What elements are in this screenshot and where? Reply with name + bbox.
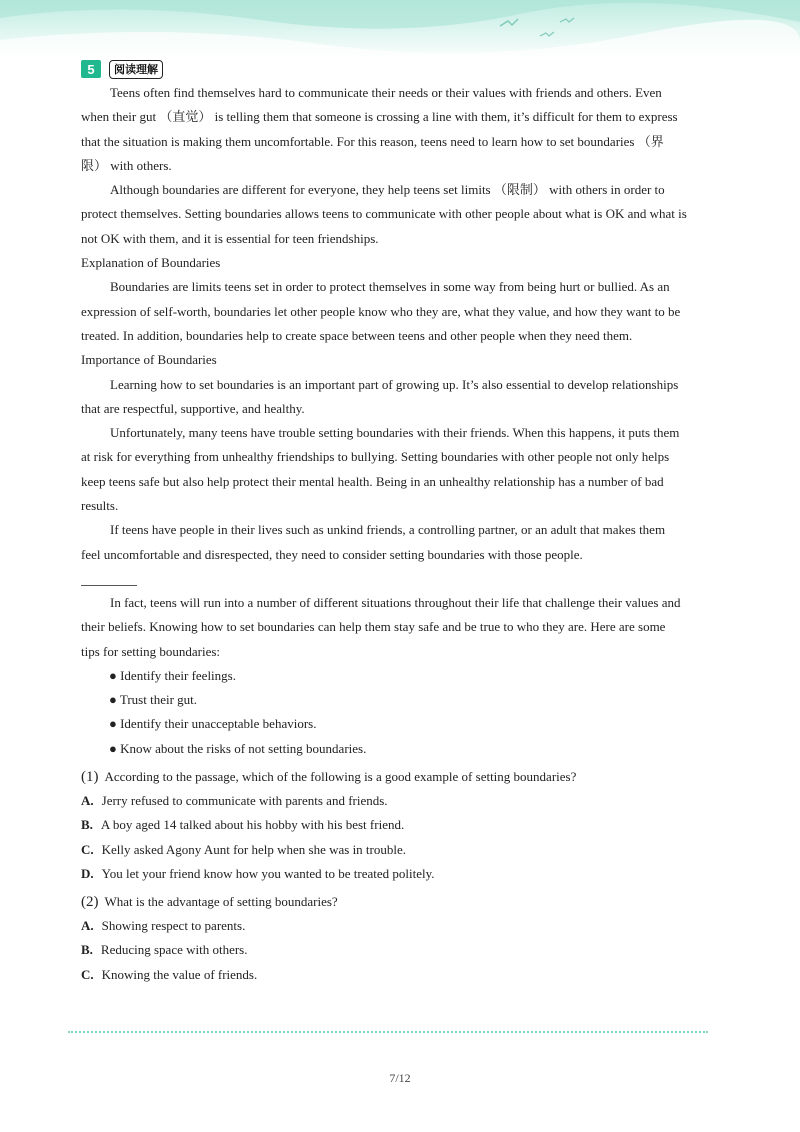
paragraph-5: Unfortunately, many teens have trouble setting boundaries with their friends. When this happens, it puts them at risk for everything from unhealthy friendships to bullying. Setting boundaries with other people not only helps keep teens safe but also help protect their mental health. Being in an unhealthy relationship has a number of bad results. bbox=[81, 425, 680, 514]
section-header bbox=[81, 57, 687, 81]
paragraph-3: Boundaries are limits teens set in order to protect themselves in some way from being hurt or bullied. As an expression of self-worth, boundaries let other people know who they are, what they value, and how they want to be treated. In addition, boundaries help to create space between teens and other people when they need them. bbox=[81, 279, 681, 343]
option-text: Jerry refused to communicate with parents and friends. bbox=[101, 793, 388, 809]
header-banner bbox=[0, 0, 800, 62]
subheading-explanation: Explanation of Boundaries bbox=[81, 255, 221, 271]
paragraph-6: If teens have people in their lives such as unkind friends, a controlling partner, or an adult that makes them feel uncomfortable and disrespected, they need to consider setting boundaries with those people. bbox=[81, 522, 666, 562]
blank-line bbox=[81, 585, 137, 586]
answer-option[interactable] bbox=[81, 914, 687, 938]
question-2 bbox=[81, 890, 687, 987]
paragraph-7: In fact, teens will run into a number of different situations throughout their life that challenge their values and their beliefs. Knowing how to set boundaries can help them stay safe and be true to who they are. Here are some tips for setting boundaries: bbox=[81, 594, 681, 659]
option-text: A boy aged 14 talked about his hobby with his best friend. bbox=[100, 817, 405, 833]
footer-divider bbox=[68, 1031, 708, 1033]
tips-list bbox=[81, 664, 687, 761]
list-item: ● Trust their gut. bbox=[109, 692, 198, 708]
question-number: (1) bbox=[81, 769, 99, 786]
paragraph-2: Although boundaries are different for everyone, they help teens set limits （限制） with others in order to protect themselves. Setting boundaries allows teens to communicate with other people about what is OK and what is not OK with them, and it is essential for teen friendships. bbox=[81, 182, 687, 246]
page-number: 7/12 bbox=[389, 1071, 411, 1085]
option-letter: C. bbox=[81, 841, 94, 857]
subheading-importance: Importance of Boundaries bbox=[81, 352, 217, 368]
answer-option[interactable] bbox=[81, 862, 687, 886]
paragraph-1: Teens often find themselves hard to communicate their needs or their values with friends and others. Even when their gut （直觉） is telling them that someone is crossing a line with them, it’s difficult for them to express that the situation is making them uncomfortable. For this reason, teens need to learn how to set boundaries （界限） with others. bbox=[81, 85, 678, 173]
section-label: 阅读理解 bbox=[109, 60, 163, 79]
list-item: ● Identify their feelings. bbox=[109, 667, 236, 683]
section-number-badge: 5 bbox=[81, 60, 101, 78]
question-1 bbox=[81, 765, 687, 886]
answer-option[interactable] bbox=[81, 789, 687, 813]
answer-option[interactable] bbox=[81, 963, 687, 987]
option-text: Showing respect to parents. bbox=[101, 918, 246, 934]
option-text: Knowing the value of friends. bbox=[101, 966, 258, 982]
option-letter: D. bbox=[81, 865, 94, 881]
paragraph-4: Learning how to set boundaries is an important part of growing up. It’s also essential to develop relationships that are respectful, supportive, and healthy. bbox=[81, 376, 679, 416]
answer-option[interactable] bbox=[81, 813, 687, 837]
option-text: Reducing space with others. bbox=[100, 942, 248, 958]
option-text: You let your friend know how you wanted to be treated politely. bbox=[101, 865, 435, 881]
question-text: What is the advantage of setting boundaries? bbox=[104, 894, 338, 910]
answer-option[interactable] bbox=[81, 838, 687, 862]
answer-option[interactable] bbox=[81, 938, 687, 962]
option-letter: A. bbox=[81, 918, 94, 934]
document-body bbox=[81, 57, 687, 987]
list-item: ● Know about the risks of not setting boundaries. bbox=[109, 740, 367, 756]
option-letter: B. bbox=[81, 942, 93, 958]
option-letter: B. bbox=[81, 817, 93, 833]
question-text: According to the passage, which of the following is a good example of setting boundaries? bbox=[104, 769, 577, 785]
option-letter: C. bbox=[81, 966, 94, 982]
list-item: ● Identify their unacceptable behaviors. bbox=[109, 716, 317, 732]
question-number: (2) bbox=[81, 894, 99, 911]
option-text: Kelly asked Agony Aunt for help when she was in trouble. bbox=[101, 841, 407, 857]
option-letter: A. bbox=[81, 793, 94, 809]
